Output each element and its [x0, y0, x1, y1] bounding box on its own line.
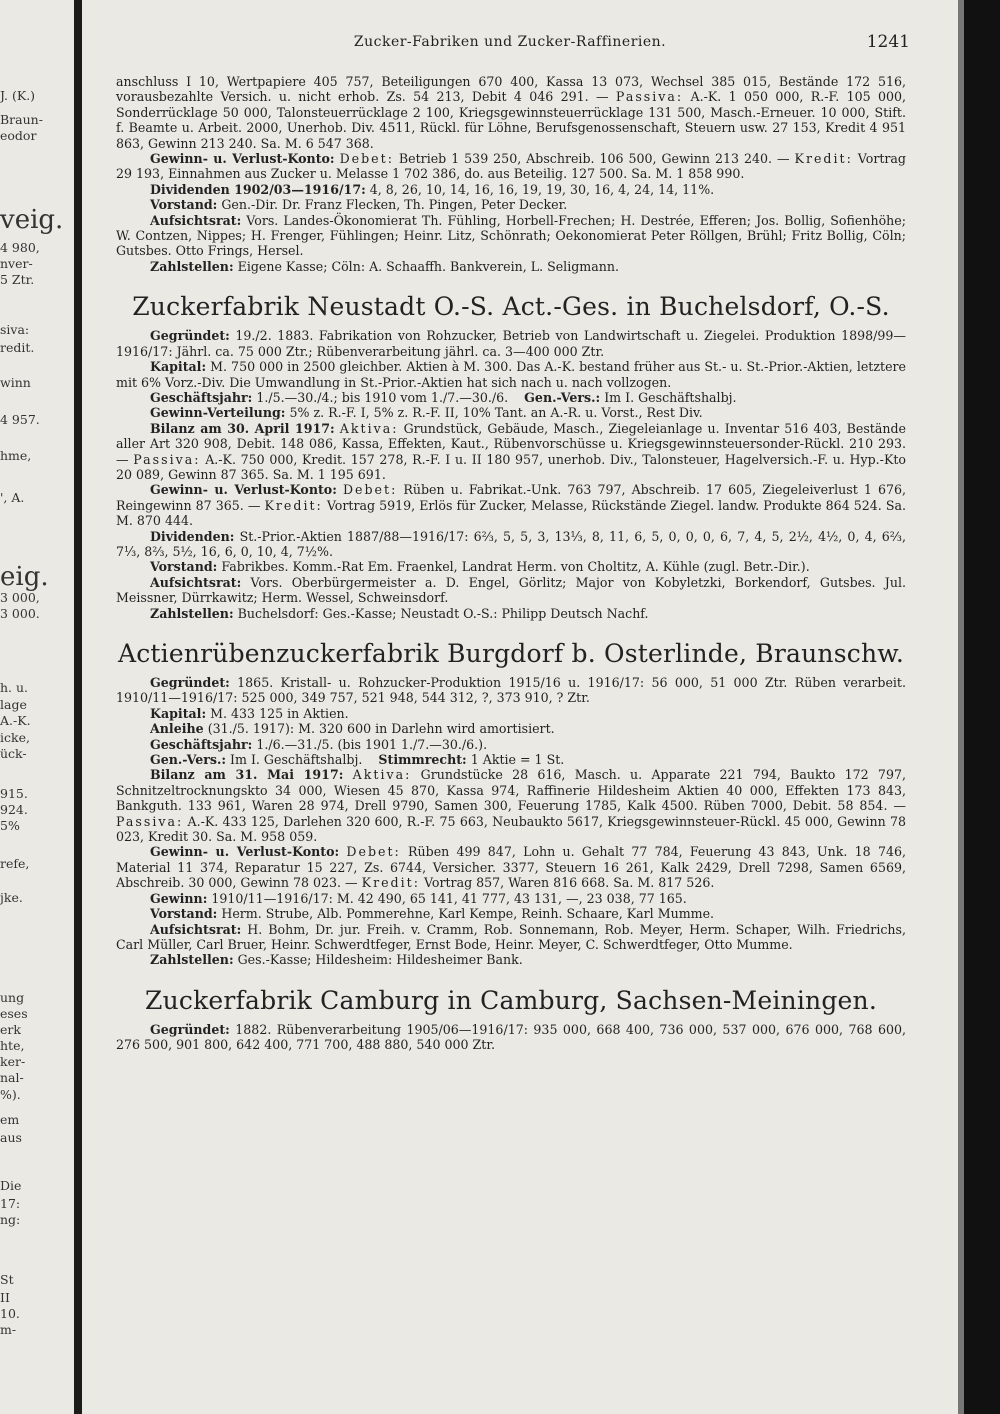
- left-fragment: ng:: [0, 1212, 21, 1227]
- sec3-guv: Gewinn- u. Verlust-Konto: Debet: Rüben 499 847, Lohn u. Gehalt 77 784, Feuerung 43 843, Unk. 18 746, Material 11 374, Reparatur 15 227, Zs. 6744, Versicher. 3377, Steuern 16 261, Kalk 2429, Drell 7298, Samen 6569, Abschreib. 30 000, Gewinn 78 023. — Kredit: Vortrag 857, Waren 816 668. Sa. M. 817 526.: [116, 844, 906, 891]
- sec2-gewinnverteilung: Gewinn-Verteilung: 5% z. R.-F. I, 5% z. R.-F. II, 10% Tant. an A.-R. u. Vorst., Rest Div.: [150, 405, 703, 421]
- left-fragment: 924.: [0, 802, 28, 817]
- left-fragment: ker-: [0, 1054, 26, 1069]
- left-fragment: II: [0, 1290, 10, 1305]
- left-fragment: nver-: [0, 256, 33, 271]
- sec3-genvers: Gen.-Vers.: Im I. Geschäftshalbj. Stimmrecht: 1 Aktie = 1 St.: [150, 752, 565, 768]
- left-fragment: J. (K.): [0, 88, 36, 103]
- left-fragment: Braun-: [0, 112, 43, 127]
- page-number: 1241: [866, 32, 910, 52]
- sec1-aufsichtsrat: Aufsichtsrat: Vors. Landes-Ökonomierat Th. Fühling, Horbell-Frechen; H. Destrée, Efferen; Jos. Bollig, Sofienhöhe; W. Contzen, Nippes; H. Frenger, Fühlingen; Heinr. Litz, Schönrath; Oekonomierat Peter Röllgen, Brühl; Fritz Bollig, Cöln; Gutsbes. Otto Frings, Hersel.: [116, 212, 906, 259]
- sec1-bilanz: anschluss I 10, Wertpapiere 405 757, Beteiligungen 670 400, Kassa 13 073, Wechsel 385 015, Bestände 172 516, vorausbezahlte Versich. u. nicht erhob. Zs. 54 213, Debit 4 046 291. — Passiva: A.-K. 1 050 000, R.-F. 105 000, Sonderrücklage 50 000, Talonsteuerrücklage 2 100, Kriegsgewinnsteuerrücklage 131 500, Masch.-Erneuer. 10 000, Stift. f. Beamte u. Arbeit. 2000, Unerhob. Div. 4511, Rückl. für Löhne, Berufsgenossenschaft, Steuern usw. 27 153, Kredit 4 951 863, Gewinn 213 240. Sa. M. 6 547 368.: [116, 74, 906, 151]
- page-header: [110, 34, 910, 56]
- left-fragment: redit.: [0, 340, 35, 355]
- left-fragment: em: [0, 1112, 20, 1127]
- main-column: [116, 74, 906, 1053]
- left-fragment: lage: [0, 697, 27, 712]
- left-fragment: 17:: [0, 1196, 21, 1211]
- company-heading-burgdorf: Actienrübenzuckerfabrik Burgdorf b. Osterlinde, Braunschw.: [117, 639, 905, 668]
- left-fragment: jke.: [0, 890, 23, 905]
- sec1-guv: Gewinn- u. Verlust-Konto: Debet: Betrieb 1 539 250, Abschreib. 106 500, Gewinn 213 240. — Kredit: Vortrag 29 193, Einnahmen aus Zucker u. Melasse 1 702 386, do. aus Beteilig. 127 500. Sa. M. 1 858 990.: [116, 151, 906, 182]
- sec2-aufsichtsrat: Aufsichtsrat: Vors. Oberbürgermeister a. D. Engel, Görlitz; Major von Kobyletzki, Borkendorf, Gutsbes. Jul. Meissner, Dürrkawitz; Herm. Wessel, Schweinsdorf.: [116, 574, 906, 606]
- sec3-anleihe: Anleihe (31./5. 1917): M. 320 600 in Darlehn wird amortisiert.: [150, 721, 555, 737]
- sec1-vorstand: Vorstand: Gen.-Dir. Dr. Franz Flecken, Th. Pingen, Peter Decker.: [150, 197, 568, 213]
- sec3-gewinn: Gewinn: 1910/11—1916/17: M. 42 490, 65 141, 41 777, 43 131, —, 23 038, 77 165.: [150, 890, 687, 906]
- left-fragment: Die: [0, 1178, 22, 1193]
- left-fragment: siva:: [0, 322, 30, 337]
- left-fragment: 4 980,: [0, 240, 40, 255]
- sec2-guv: Gewinn- u. Verlust-Konto: Debet: Rüben u. Fabrikat.-Unk. 763 797, Abschreib. 17 605, Ziegeleiverlust 1 676, Reingewinn 87 365. — Kredit: Vortrag 5919, Erlös für Zucker, Melasse, Rückstände Ziegel. landw. Produkte 864 524. Sa. M. 870 444.: [116, 482, 906, 529]
- sec3-bilanz: Bilanz am 31. Mai 1917: Aktiva: Grundstücke 28 616, Masch. u. Apparate 221 794, Baukto 172 797, Schnitzeltrocknungskto 34 000, Wiesen 45 870, Kassa 974, Raffinerie Hildesheim Aktien 40 000, Effekten 173 843, Bankguth. 133 961, Waren 28 974, Drell 9790, Samen 300, Feuerung 1785, Kalk 4500. Rüben 7000, Debit. 58 854. — Passiva: A.-K. 433 125, Darlehen 320 600, R.-F. 75 663, Neubaukto 5617, Kriegsgewinnsteuer-Rückl. 45 000, Gewinn 78 023, Kredit 30. Sa. M. 958 059.: [116, 767, 906, 845]
- left-fragment: 4 957.: [0, 412, 40, 427]
- left-fragment: eig.: [0, 562, 49, 592]
- left-fragment: erk: [0, 1022, 21, 1037]
- left-fragment: h. u.: [0, 680, 29, 695]
- running-title: Zucker-Fabriken und Zucker-Raffinerien.: [353, 34, 667, 50]
- left-fragment: 3 000,: [0, 590, 40, 605]
- left-fragment: refe,: [0, 856, 30, 871]
- sec3-zahlstellen: Zahlstellen: Ges.-Kasse; Hildesheim: Hildesheimer Bank.: [150, 952, 523, 968]
- sec3-vorstand: Vorstand: Herm. Strube, Alb. Pommerehne, Karl Kempe, Reinh. Schaare, Karl Mumme.: [150, 906, 715, 922]
- page-edge: [964, 0, 1000, 1414]
- left-fragment: hte,: [0, 1038, 25, 1053]
- sec2-zahlstellen: Zahlstellen: Buchelsdorf: Ges.-Kasse; Neustadt O.-S.: Philipp Deutsch Nachf.: [150, 605, 649, 621]
- left-fragment: ung: [0, 990, 25, 1005]
- left-fragment: 10.: [0, 1306, 20, 1321]
- company-heading-neustadt: Zuckerfabrik Neustadt O.-S. Act.-Ges. in Buchelsdorf, O.-S.: [132, 292, 890, 322]
- left-fragment: 3 000.: [0, 606, 40, 621]
- left-fragment: eses: [0, 1006, 28, 1021]
- sec2-bilanz: Bilanz am 30. April 1917: Aktiva: Grundstück, Gebäude, Masch., Ziegeleianlage u. Inventar 516 403, Bestände aller Art 320 908, Debit. 148 086, Kassa, Effekten, Kaut., Rübenvorschüsse u. Kriegsgewinnsteuersonder-Rückl. 210 293. — Passiva: A.-K. 750 000, Kredit. 157 278, R.-F. I u. II 180 957, unerhob. Div., Talonsteuer, Hagelversich.-F. u. Hyp.-Kto 20 089, Gewinn 87 365. Sa. M. 1 195 691.: [116, 420, 906, 482]
- sec1-dividenden: Dividenden 1902/03—1916/17: 4, 8, 26, 10, 14, 16, 16, 19, 19, 30, 16, 4, 24, 14, 11%.: [150, 181, 715, 197]
- left-fragment: aus: [0, 1130, 22, 1145]
- sec3-gegruendet: Gegründet: 1865. Kristall- u. Rohzucker-Produktion 1915/16 u. 1916/17: 56 000, 51 000 Ztr. Rüben verarbeit. 1910/11—1916/17: 525 000, 349 757, 521 948, 544 312, ?, 373 910, ? Ztr.: [116, 675, 906, 706]
- sec4-gegruendet: Gegründet: 1882. Rübenverarbeitung 1905/06—1916/17: 935 000, 668 400, 736 000, 537 000, 676 000, 768 600, 276 500, 901 800, 642 400, 771 700, 488 880, 540 000 Ztr.: [116, 1021, 906, 1053]
- left-fragment: A.-K.: [0, 713, 31, 728]
- left-fragment: winn: [0, 375, 31, 390]
- left-fragment: icke,: [0, 730, 30, 745]
- binding-gutter: [74, 0, 82, 1414]
- left-fragment: 5%: [0, 818, 20, 833]
- sec3-aufsichtsrat: Aufsichtsrat: H. Bohm, Dr. jur. Freih. v. Cramm, Rob. Sonnemann, Rob. Meyer, Herm. Schaper, Wilh. Friedrichs, Carl Müller, Carl Bruer, Heinr. Schwerdtfeger, Ernst Bode, Heinr. Meyer, C. Schwerdtfeger, Otto Mumme.: [116, 921, 906, 952]
- sec1-zahlstellen: Zahlstellen: Eigene Kasse; Cöln: A. Schaaffh. Bankverein, L. Seligmann.: [150, 258, 619, 274]
- sec3-kapital: Kapital: M. 433 125 in Aktien.: [150, 705, 349, 721]
- left-fragment: eodor: [0, 128, 37, 143]
- left-fragment: nal-: [0, 1070, 24, 1085]
- left-fragment: hme,: [0, 448, 32, 463]
- left-fragment: St: [0, 1272, 14, 1287]
- sec2-gegruendet: Gegründet: 19./2. 1883. Fabrikation von Rohzucker, Betrieb von Landwirtschaft u. Ziegelei. Produktion 1898/99—1916/17: Jährl. ca. 75 000 Ztr.; Rübenverarbeitung jährl. ca. 3—400 000 Ztr.: [116, 328, 906, 359]
- sec2-geschaeftsjahr: Geschäftsjahr: 1./5.—30./4.; bis 1910 vom 1./7.—30./6. Gen.-Vers.: Im I. Geschäftshalbj.: [150, 389, 737, 405]
- sec2-kapital: Kapital: M. 750 000 in 2500 gleichber. Aktien à M. 300. Das A.-K. bestand früher aus St.- u. St.-Prior.-Aktien, letztere mit 6% Vorz.-Div. Die Umwandlung in St.-Prior.-Aktien hat sich nach u. nach vollzogen.: [116, 359, 906, 390]
- sec2-dividenden: Dividenden: St.-Prior.-Aktien 1887/88—1916/17: 6⅔, 5, 5, 3, 13⅓, 8, 11, 6, 5, 0, 0, 0, 6, 7, 4, 5, 2½, 4½, 0, 4, 6⅔, 7⅓, 8⅔, 5½, 16, 6, 0, 10, 4, 7½%.: [116, 528, 906, 559]
- left-fragment: 5 Ztr.: [0, 272, 35, 287]
- left-fragment: ', A.: [0, 490, 25, 505]
- left-fragment: %).: [0, 1087, 21, 1102]
- left-fragment: veig.: [0, 205, 64, 235]
- sec2-vorstand: Vorstand: Fabrikbes. Komm.-Rat Em. Fraenkel, Landrat Herm. von Choltitz, A. Kühle (zugl. Betr.-Dir.).: [150, 559, 810, 575]
- left-fragment: m-: [0, 1322, 17, 1337]
- sec3-geschaeftsjahr: Geschäftsjahr: 1./6.—31./5. (bis 1901 1./7.—30./6.).: [150, 736, 488, 752]
- left-fragment: ück-: [0, 746, 27, 761]
- company-heading-camburg: Zuckerfabrik Camburg in Camburg, Sachsen-Meiningen.: [145, 985, 877, 1015]
- left-fragment: 915.: [0, 786, 28, 801]
